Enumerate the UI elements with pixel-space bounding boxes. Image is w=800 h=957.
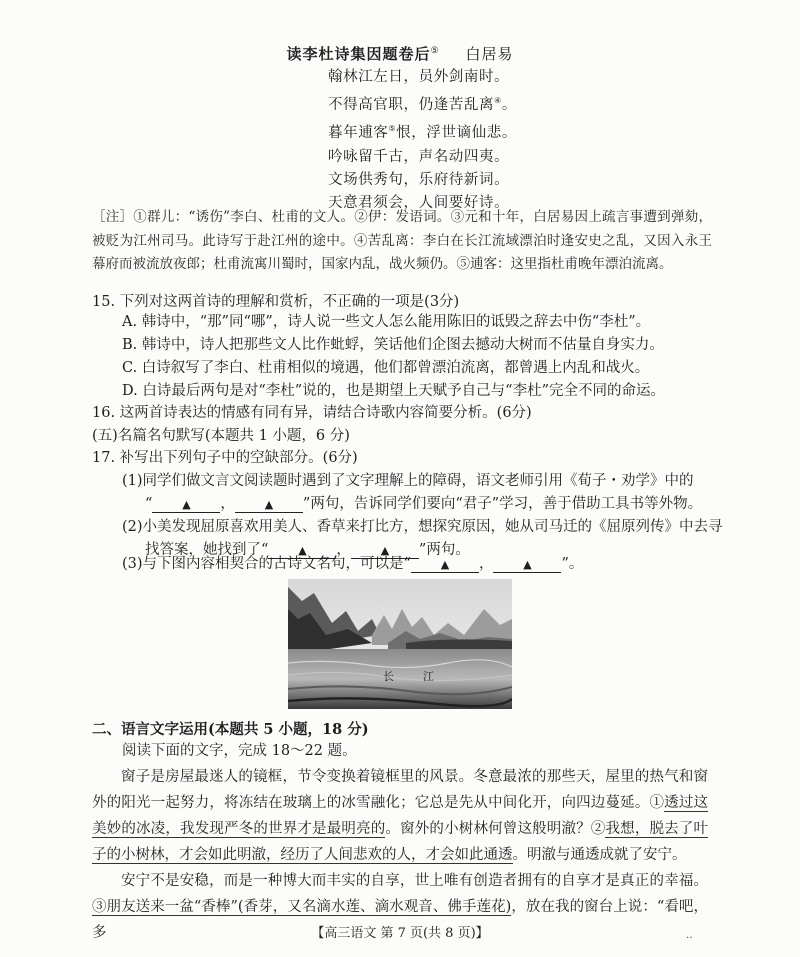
q17-item2-line2: 找答案，她找到了“ ▲ ， ▲ ”两句。 (145, 542, 470, 558)
poem-line: 吟咏留千古，声名动四夷。 (328, 148, 510, 165)
section2-title: 二、语言文字运用(本题共 5 小题，18 分) (92, 721, 369, 738)
q15-option-a: A. 韩诗中，“那”同“哪”，诗人说一些文人怎么能用陈旧的诋毁之辞去中伤“李杜”。 (122, 314, 651, 330)
poem-body (328, 66, 517, 215)
q17-stem: 17. 补写出下列句子中的空缺部分。(6分) (92, 450, 358, 466)
poem-line: 天意君须会，人间要好诗。 (328, 195, 510, 212)
q17-item2-line1: (2)小美发现屈原喜欢用美人、香草来打比方，想探究原因，她从司马迁的《屈原列传》中去寻 (122, 519, 723, 535)
poem-line: 翰林江左日，员外剑南时。 (328, 69, 510, 85)
poem-title-text: 读李杜诗集因题卷后 (286, 45, 431, 63)
passage-paragraph-2: 安宁不是安稳，而是一种博大而丰实的自享，世上唯有创造者拥有的自享才是真正的幸福。③朋友送来一盆“香棒”(香芽，又名滴水莲、滴水观音、佛手莲花)，放在我的窗台上说：“看吧，多 (92, 873, 708, 941)
page-footer: 【高三语文 第 7 页(共 8 页)】 (311, 926, 489, 941)
footer-mark: ‥ (686, 930, 693, 941)
poem-author: 白居易 (465, 45, 514, 63)
underlined-sentence-3: ③朋友送来一盆“香棒”(香芽，又名滴水莲、滴水观音、佛手莲花) (92, 899, 512, 915)
answer-blank[interactable]: ▲ (351, 544, 419, 559)
poem-annotation: ［注］①群儿：“诱伤”李白、杜甫的文人。②伊：发语词。③元和十年，白居易因上疏言事遭到弹劾，被贬为江州司马。此诗写于赴江州的途中。④苦乱离：李白在长江流域漂泊时逢安史之乱，又因入永王幕府而被流放夜郎；杜甫流寓川蜀时，国家内乱，战火频仍。⑤逋客：这里指杜甫晚年漂泊流离。 (92, 209, 712, 272)
section5-title: (五)名篇名句默写(本题共 1 小题，6 分) (92, 428, 350, 444)
q17-item1-line2: “ ▲ ， ▲ ”两句，告诉同学们要向“君子”学习，善于借助工具书等外物。 (145, 496, 703, 512)
answer-blank[interactable]: ▲ (268, 544, 336, 559)
answer-blank[interactable]: ▲ (493, 558, 561, 573)
poem-title-note-mark: ⑤ (430, 46, 440, 56)
q15-stem: 15. 下列对这两首诗的理解和赏析，不正确的一项是(3分) (92, 294, 460, 310)
q15-option-b: B. 韩诗中，诗人把那些文人比作蚍蜉，笑话他们企图去撼动大树而不估量自身实力。 (122, 337, 664, 353)
yangtze-river-photo (288, 579, 512, 709)
photo-label-jiang: 江 (423, 670, 434, 683)
passage-paragraph-1: 窗子是房屋最迷人的镜框，节令变换着镜框里的风景。冬意最浓的那些天，屋里的热气和窗外的阳光一起努力，将冻结在玻璃上的冰雪融化；它总是先从中间化开，向四边蔓延。①透过这美妙的冰凌，我发现严冬的世界才是最明亮的。窗外的小树林何曾这般明澈？②我想，脱去了叶子的小树林，才会如此明澈，经历了人间悲欢的人，才会如此通透。明澈与通透成就了安宁。 (92, 769, 709, 863)
landscape-illustration (288, 579, 512, 709)
photo-label-chang: 长 (383, 670, 394, 683)
q16-stem: 16. 这两首诗表达的情感有同有异，请结合诗歌内容简要分析。(6分) (92, 405, 532, 421)
q17-item1-line1: (1)同学们做文言文阅读题时遇到了文字理解上的障碍，语文老师引用《荀子・劝学》中的 (122, 473, 694, 489)
answer-blank[interactable]: ▲ (411, 558, 479, 573)
answer-blank[interactable]: ▲ (235, 498, 303, 513)
q15-option-c: C. 白诗叙写了李白、杜甫相似的境遇，他们都曾漂泊流离，都曾遇上内乱和战火。 (122, 360, 650, 376)
poem-line: 暮年逋客⑤恨，浮世谪仙悲。 (328, 124, 517, 142)
poem-title (0, 43, 800, 64)
section2-intro: 阅读下面的文字，完成 18～22 题。 (122, 743, 357, 759)
poem-line: 不得高官职，仍逢苦乱离④。 (328, 96, 517, 114)
underlined-sentence-1: 透过这美妙的冰凌，我发现严冬的世界才是最明亮的 (92, 795, 708, 837)
q17-item3: (3)与下图内容相契合的古诗文名句，可以是“ ▲ ， ▲ ”。 (122, 556, 584, 572)
q15-option-d: D. 白诗最后两句是对“李杜”说的，也是期望上天赋予自己与“李杜”完全不同的命运。 (122, 383, 665, 399)
answer-blank[interactable]: ▲ (152, 498, 220, 513)
poem-line: 文场供秀句，乐府待新词。 (328, 171, 510, 188)
underlined-sentence-2: 我想，脱去了叶子的小树林，才会如此明澈，经历了人间悲欢的人，才会如此通透 (92, 821, 709, 863)
